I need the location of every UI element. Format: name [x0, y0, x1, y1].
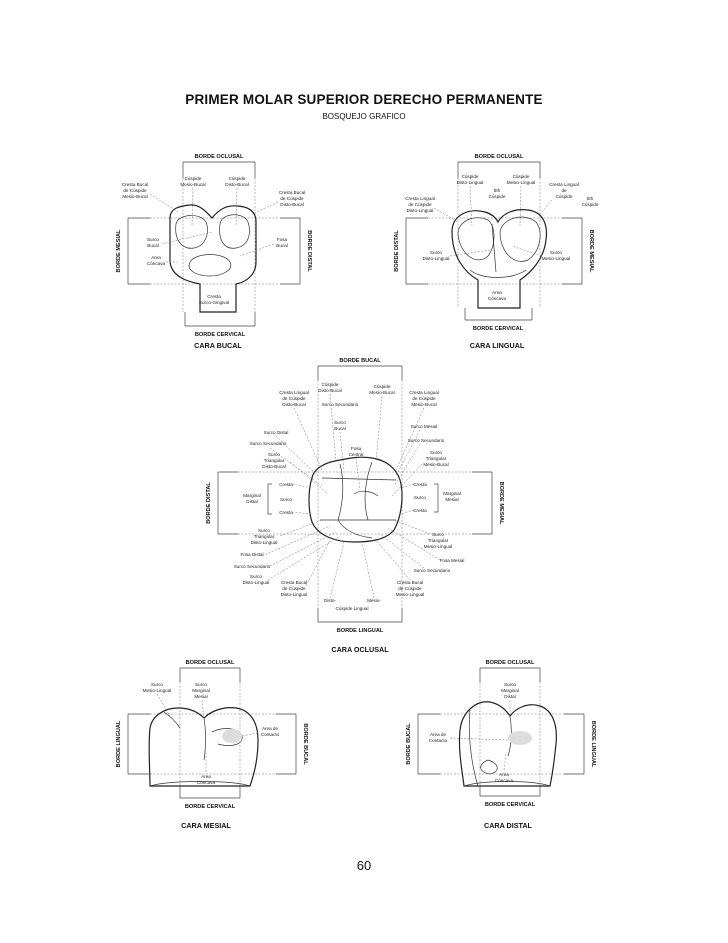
svg-text:Fosa: Fosa: [276, 237, 288, 242]
svg-text:Disto-Bucal: Disto-Bucal: [280, 202, 304, 207]
page-number: 60: [356, 858, 372, 873]
svg-text:Area: Area: [151, 255, 161, 260]
distal-label-area-concava: [495, 772, 514, 783]
svg-text:Area de: Area de: [429, 732, 447, 737]
bucal-bottom-label: BORDE CERVICAL: [194, 332, 246, 338]
page-title: PRIMER MOLAR SUPERIOR DERECHO PERMANENTE: [185, 92, 543, 107]
svg-text:Cúspide: Cúspide: [581, 202, 599, 207]
svg-text:Cresta: Cresta: [207, 294, 221, 299]
svg-text:Mesio-Bucal: Mesio-Bucal: [411, 402, 437, 407]
svg-text:Triangular: Triangular: [263, 458, 285, 463]
svg-text:Surco: Surco: [146, 237, 160, 242]
bucal-top-label: BORDE OCLUSAL: [194, 154, 244, 160]
svg-text:Mesio-Bucal: Mesio-Bucal: [180, 182, 206, 187]
svg-text:de Cúspide: de Cúspide: [123, 188, 147, 193]
svg-text:Surco: Surco: [267, 452, 281, 457]
mesial-left-label: BORDE LINGUAL: [116, 720, 122, 768]
svg-text:Disto-Lingual: Disto-Lingual: [242, 580, 270, 585]
oclusal-label-surco-triangular-mb: [423, 450, 448, 467]
oclusal-label-cuspide-lingual: Cúspide Lingual: [335, 606, 369, 611]
mesial-caption: CARA MESIAL: [181, 821, 231, 830]
oclusal-label-cresta-r2: Cresta: [413, 508, 427, 513]
svg-text:Surco: Surco: [194, 682, 208, 687]
mesial-label-surco-ml: [143, 682, 172, 693]
svg-text:Disto-Bucal: Disto-Bucal: [262, 464, 286, 469]
oclusal-label-surco-secundario-top: Surco Secundario: [321, 402, 359, 407]
lingual-label-cresta-mesio: [549, 182, 599, 207]
svg-text:Cresta Lingual: Cresta Lingual: [409, 390, 439, 395]
mesial-top-label: BORDE OCLUSAL: [185, 660, 235, 666]
svg-text:Mesio-Lingual: Mesio-Lingual: [506, 180, 536, 185]
svg-text:Cóncava: Cóncava: [487, 296, 507, 301]
mesial-label-area-concava: [197, 774, 216, 785]
distal-left-label: BORDE BUCAL: [406, 723, 412, 765]
svg-text:Surco: Surco: [249, 574, 263, 579]
oclusal-label-surco-triangular-ml: [424, 532, 453, 549]
svg-text:Mesio-Lingual: Mesio-Lingual: [541, 256, 571, 261]
svg-text:Surco: Surco: [429, 250, 443, 255]
oclusal-label-fosa-mesial: Fosa Mesial: [439, 558, 465, 563]
svg-text:Cresta Lingual: Cresta Lingual: [279, 390, 309, 395]
svg-text:de: de: [561, 188, 567, 193]
cara-bucal-diagram: [116, 154, 312, 350]
cara-oclusal-diagram: [206, 358, 504, 654]
distal-caption: CARA DISTAL: [484, 821, 532, 830]
svg-text:Marginal: Marginal: [192, 688, 210, 693]
svg-text:Mesio-Lingual: Mesio-Lingual: [423, 544, 453, 549]
oclusal-label-cresta-l1: Cresta: [279, 482, 293, 487]
svg-text:Mesio-Bucal: Mesio-Bucal: [369, 390, 395, 395]
cara-mesial-diagram: [116, 660, 308, 830]
svg-text:Marginal: Marginal: [501, 688, 519, 693]
oclusal-label-fosa-central: [349, 446, 364, 457]
bucal-left-label: BORDE MESIAL: [116, 229, 122, 273]
svg-text:Cúspide: Cúspide: [321, 382, 339, 387]
svg-text:Surco: Surco: [257, 528, 271, 533]
lingual-label-quinta: [489, 188, 506, 199]
svg-text:Bucal: Bucal: [276, 243, 288, 248]
svg-text:de Cúspide: de Cúspide: [398, 586, 422, 591]
svg-text:Cresta Lingual: Cresta Lingual: [405, 196, 435, 201]
oclusal-label-marginal-distal: [243, 493, 261, 504]
lingual-label-area: [488, 290, 507, 301]
svg-text:Triangular: Triangular: [253, 534, 275, 539]
svg-text:Disto-Bucal: Disto-Bucal: [318, 388, 342, 393]
svg-text:Disto-Bucal: Disto-Bucal: [225, 182, 249, 187]
svg-text:Contacto: Contacto: [428, 738, 448, 743]
oclusal-label-surco-bucal: [334, 420, 346, 431]
svg-text:Area: Area: [499, 772, 509, 777]
lingual-label-surco-mesio: [542, 250, 571, 261]
svg-text:Surco: Surco: [431, 532, 445, 537]
svg-text:de Cúspide: de Cúspide: [282, 586, 306, 591]
svg-text:Cresta Bucal: Cresta Bucal: [280, 580, 308, 585]
svg-text:Cóncava: Cóncava: [146, 261, 166, 266]
svg-text:Mesio-Lingual: Mesio-Lingual: [142, 688, 172, 693]
svg-text:Central: Central: [348, 452, 364, 457]
svg-text:5th: 5th: [586, 196, 594, 201]
distal-right-label: BORDE LINGUAL: [590, 720, 596, 768]
oclusal-label-surco-mesial: Surco Mesial: [410, 424, 438, 429]
bucal-label-cresta-mesio: [122, 182, 148, 199]
lingual-caption: CARA LINGUAL: [469, 341, 525, 350]
lingual-right-label: BORDE MESIAL: [588, 229, 594, 273]
svg-text:de Cúspide: de Cúspide: [408, 202, 432, 207]
svg-text:Cresta Bucal: Cresta Bucal: [396, 580, 424, 585]
bucal-label-cuspide-disto: [225, 176, 249, 187]
svg-text:Mesio-Lingual: Mesio-Lingual: [395, 592, 425, 597]
oclusal-label-cuspide-db: [318, 382, 342, 393]
oclusal-label-surco-r: Surco: [413, 495, 427, 500]
svg-text:Surco: Surco: [150, 682, 164, 687]
lingual-label-surco-disto: [423, 250, 450, 261]
bucal-label-surco: [147, 237, 159, 248]
svg-text:Cúspide: Cúspide: [184, 176, 202, 181]
oclusal-top-label: BORDE BUCAL: [339, 358, 381, 364]
cara-distal-diagram: [406, 660, 596, 830]
oclusal-label-surco-secundario-l1: Surco Secundario: [249, 441, 287, 446]
oclusal-label-cresta-bucal-ml: [396, 580, 425, 597]
svg-text:Cúspide: Cúspide: [228, 176, 246, 181]
svg-text:Cresta Bucal: Cresta Bucal: [121, 182, 149, 187]
svg-text:Cúspide: Cúspide: [373, 384, 391, 389]
svg-text:Cresta Lingual: Cresta Lingual: [549, 182, 579, 187]
oclusal-label-cresta-lingual-mb: [409, 390, 439, 407]
bucal-label-cuspide-mesio: [180, 176, 205, 187]
svg-text:Bucal: Bucal: [147, 243, 159, 248]
svg-text:Area de: Area de: [261, 726, 279, 731]
distal-bottom-label: BORDE CERVICAL: [484, 802, 536, 808]
oclusal-label-surco-dl: [243, 574, 270, 585]
bucal-label-cresta-disto: [279, 190, 305, 207]
oclusal-label-cresta-bucal-dl: [281, 580, 308, 597]
svg-text:Surco: Surco: [503, 682, 517, 687]
oclusal-label-surco-secundario-l2: Surco Secundario: [233, 564, 271, 569]
oclusal-caption: CARA OCLUSAL: [331, 645, 389, 654]
bucal-label-fosa: [276, 237, 288, 248]
svg-text:de Cúspide: de Cúspide: [282, 396, 306, 401]
cara-lingual-diagram: [394, 154, 599, 350]
svg-text:Mesial: Mesial: [194, 694, 208, 699]
svg-text:Cúspide: Cúspide: [512, 174, 530, 179]
oclusal-label-surco-distal: Surco Distal: [263, 430, 289, 435]
oclusal-label-fosa-distal: Fosa Distal: [240, 552, 264, 557]
mesial-label-area-contacto: [261, 726, 280, 737]
oclusal-label-mesio: Mesio-: [367, 598, 381, 603]
oclusal-label-surco-triangular-dl: [251, 528, 278, 545]
svg-text:Area: Area: [492, 290, 502, 295]
svg-text:Disto-Lingual: Disto-Lingual: [250, 540, 278, 545]
oclusal-label-surco-secundario-r1: Surco Secundario: [407, 438, 445, 443]
bucal-caption: CARA BUCAL: [194, 341, 242, 350]
oclusal-right-label: BORDE MESIAL: [498, 481, 504, 525]
oclusal-label-marginal-mesial: [443, 491, 461, 502]
mesial-bottom-label: BORDE CERVICAL: [184, 804, 236, 810]
oclusal-label-surco-secundario-r2: Surco Secundario: [413, 568, 451, 573]
svg-text:Fosa: Fosa: [350, 446, 362, 451]
lingual-label-cuspide-disto: [457, 174, 484, 185]
svg-text:Cúspide: Cúspide: [555, 194, 573, 199]
mesial-right-label: BORDE BUCAL: [302, 723, 308, 765]
svg-text:Mesial: Mesial: [445, 497, 459, 502]
bucal-label-cresta-surco: [199, 294, 229, 305]
svg-text:Mesio-Bucal: Mesio-Bucal: [423, 462, 449, 467]
svg-text:Surco: Surco: [429, 450, 443, 455]
svg-text:Disto-Lingual: Disto-Lingual: [280, 592, 308, 597]
svg-text:Surco: Surco: [333, 420, 347, 425]
svg-text:Contacto: Contacto: [260, 732, 280, 737]
lingual-bottom-label: BORDE CERVICAL: [472, 326, 524, 332]
svg-text:Surco-Gingival: Surco-Gingival: [198, 300, 230, 305]
svg-text:Triangular: Triangular: [425, 456, 447, 461]
distal-top-label: BORDE OCLUSAL: [485, 660, 535, 666]
svg-text:Marginal: Marginal: [243, 493, 261, 498]
svg-text:Bucal: Bucal: [334, 426, 346, 431]
oclusal-label-surco-triangular-db: [262, 452, 286, 469]
svg-text:Disto-Lingual: Disto-Lingual: [406, 208, 434, 213]
svg-text:de Cúspide: de Cúspide: [280, 196, 304, 201]
oclusal-label-cuspide-mb: [369, 384, 394, 395]
svg-text:Triangular: Triangular: [427, 538, 449, 543]
svg-text:Cóncava: Cóncava: [494, 778, 514, 783]
mesial-label-surco-marginal: [192, 682, 210, 699]
bucal-right-label: BORDE DISTAL: [306, 230, 312, 272]
lingual-left-label: BORDE DISTAL: [394, 230, 400, 272]
page-subtitle: BOSQUEJO GRAFICO: [322, 112, 406, 121]
svg-text:Cúspide: Cúspide: [461, 174, 479, 179]
oclusal-label-cresta-r1: Cresta: [413, 482, 427, 487]
distal-label-surco-marginal: [501, 682, 519, 699]
svg-text:de Cúspide: de Cúspide: [412, 396, 436, 401]
lingual-label-cuspide-mesio: [507, 174, 536, 185]
svg-text:Disto-Bucal: Disto-Bucal: [282, 402, 306, 407]
svg-text:Surco: Surco: [549, 250, 563, 255]
bucal-label-area: [147, 255, 166, 266]
oclusal-label-cresta-l2: Cresta: [279, 510, 293, 515]
svg-text:Disto-Lingual: Disto-Lingual: [456, 180, 484, 185]
svg-text:Distal: Distal: [246, 499, 258, 504]
oclusal-label-cresta-lingual-db: [279, 390, 309, 407]
svg-text:5th: 5th: [493, 188, 501, 193]
oclusal-bottom-label: BORDE LINGUAL: [336, 628, 384, 634]
svg-text:Distal: Distal: [504, 694, 516, 699]
svg-text:Cóncava: Cóncava: [196, 780, 216, 785]
svg-text:Disto-Lingual: Disto-Lingual: [422, 256, 450, 261]
oclusal-label-disto: Disto-: [324, 598, 336, 603]
svg-text:Area: Area: [201, 774, 211, 779]
svg-text:Cresta Bucal: Cresta Bucal: [278, 190, 306, 195]
svg-text:Mesio-Bucal: Mesio-Bucal: [122, 194, 148, 199]
lingual-label-cresta-disto: [405, 196, 435, 213]
distal-label-area-contacto: [429, 732, 448, 743]
svg-text:Cúspide: Cúspide: [488, 194, 506, 199]
oclusal-left-label: BORDE DISTAL: [206, 482, 212, 524]
svg-text:Marginal: Marginal: [443, 491, 461, 496]
lingual-top-label: BORDE OCLUSAL: [474, 154, 524, 160]
oclusal-label-surco-l: Surco: [279, 497, 293, 502]
